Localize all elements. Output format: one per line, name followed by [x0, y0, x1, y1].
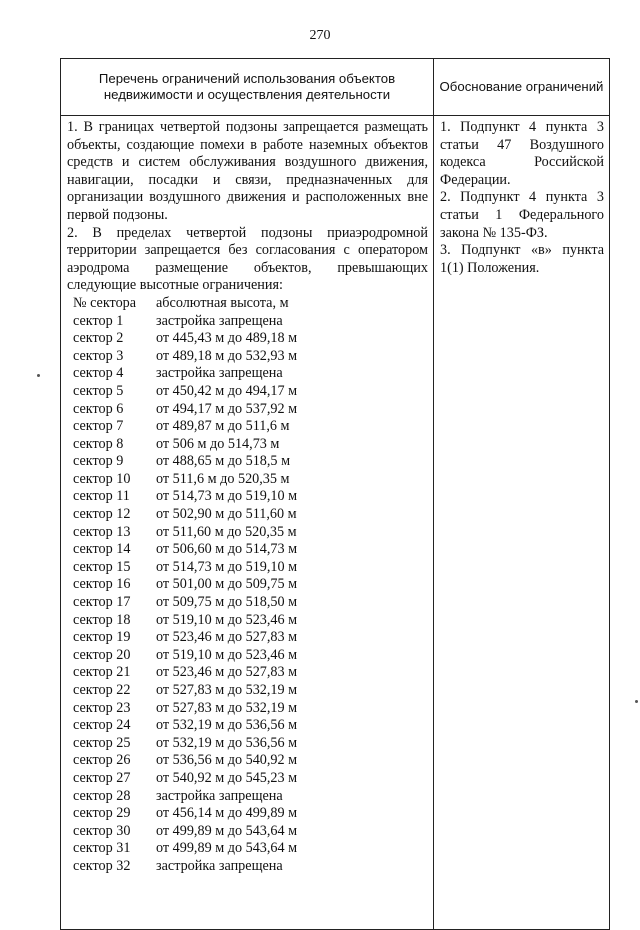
sector-row — [67, 647, 428, 665]
sector-height: от 523,46 м до 527,83 м — [156, 664, 298, 681]
sector-row — [67, 488, 428, 506]
sector-row — [67, 453, 428, 471]
sector-row — [67, 629, 428, 647]
sector-name: сектор 4 — [73, 365, 124, 382]
sector-name: сектор 23 — [73, 699, 131, 716]
sector-name: сектор 22 — [73, 682, 131, 698]
sector-name: сектор 29 — [73, 805, 131, 822]
sector-row — [67, 348, 428, 366]
sector-height: от 489,87 м до 511,6 м — [156, 418, 290, 435]
sector-height: от 499,89 м до 543,64 м — [156, 840, 298, 857]
sector-height: от 501,00 м до 509,75 м — [156, 576, 298, 593]
sector-height: от 502,90 м до 511,60 м — [156, 506, 297, 523]
header-justification: Обоснование ограничений — [434, 59, 610, 116]
sector-row — [67, 770, 428, 788]
sector-height: от 514,73 м до 519,10 м — [156, 558, 298, 575]
sector-name: сектор 32 — [73, 857, 131, 874]
sector-row — [67, 524, 428, 542]
sector-height: от 523,46 м до 527,83 м — [156, 629, 298, 646]
sector-name: сектор 28 — [73, 787, 131, 804]
sector-height: от 532,19 м до 536,56 м — [156, 717, 298, 734]
sector-name: сектор 30 — [73, 822, 131, 839]
sector-height: застройка запрещена — [156, 365, 283, 382]
sector-row — [67, 805, 428, 823]
sector-name: сектор 14 — [73, 541, 131, 558]
sector-height: от 514,73 м до 519,10 м — [156, 488, 298, 505]
sector-row — [67, 401, 428, 419]
table-header-row — [61, 59, 610, 116]
sector-height: от 506 м до 514,73 м — [156, 435, 280, 452]
sector-name: сектор 11 — [73, 488, 130, 505]
sector-height: от 511,6 м до 520,35 м — [156, 470, 290, 487]
restrictions-table — [60, 58, 610, 930]
sector-row — [67, 682, 428, 700]
sector-height: от 536,56 м до 540,92 м — [156, 752, 298, 769]
sector-height: от 527,83 м до 532,19 м — [156, 699, 298, 716]
sector-row — [67, 576, 428, 594]
sector-height: застройка запрещена — [156, 312, 283, 329]
sector-name: сектор 20 — [73, 646, 131, 663]
sector-row — [67, 840, 428, 858]
sector-name: сектор 16 — [73, 576, 131, 593]
sector-height: застройка запрещена — [156, 857, 283, 874]
sector-name: сектор 12 — [73, 506, 131, 523]
sector-height: от 509,75 м до 518,50 м — [156, 594, 298, 611]
sector-row — [67, 612, 428, 630]
sector-height: от 445,43 м до 489,18 м — [156, 330, 298, 347]
sector-height: от 532,19 м до 536,56 м — [156, 734, 298, 751]
sector-height: от 499,89 м до 543,64 м — [156, 822, 298, 839]
sector-height: застройка запрещена — [156, 787, 283, 804]
page-number: 270 — [309, 28, 331, 43]
justification-paragraph-2: 2. Подпункт 4 пункта 3 статьи 1 Федерального закона № 135-ФЗ. — [440, 189, 604, 241]
justification-cell — [434, 116, 610, 930]
sector-row — [67, 313, 428, 331]
sector-height: от 527,83 м до 532,19 м — [156, 682, 298, 698]
sector-name: сектор 9 — [73, 453, 124, 470]
sector-height: от 506,60 м до 514,73 м — [156, 541, 298, 558]
sector-name: сектор 15 — [73, 558, 131, 575]
sector-height: от 488,65 м до 518,5 м — [156, 453, 291, 470]
sector-height: от 519,10 м до 523,46 м — [156, 611, 298, 628]
restriction-paragraph-1: 1. В границах четвертой подзоны запрещается размещать объекты, создающие помехи в работе наземных объектов средств и систем обслуживания воздушного движения, навигации, посадки и связи, предназначенных для организации воздушного движения и расположенных вне первой подзоны. — [67, 119, 428, 223]
sector-row — [67, 471, 428, 489]
sector-row — [67, 752, 428, 770]
sector-row — [67, 700, 428, 718]
sector-height: от 519,10 м до 523,46 м — [156, 646, 298, 663]
sector-row — [67, 365, 428, 383]
sector-name: сектор 19 — [73, 629, 131, 646]
sector-height-list — [67, 295, 428, 876]
sector-height: от 511,60 м до 520,35 м — [156, 523, 297, 540]
sector-row — [67, 330, 428, 348]
sector-row — [67, 559, 428, 577]
sector-row — [67, 418, 428, 436]
table-body-row — [61, 116, 610, 930]
sector-name: сектор 1 — [73, 312, 124, 329]
sector-name: сектор 31 — [73, 840, 131, 857]
restrictions-cell — [61, 116, 434, 930]
sector-name: сектор 10 — [73, 470, 131, 487]
sector-row — [67, 717, 428, 735]
sector-row — [67, 436, 428, 454]
scan-speck — [635, 700, 638, 703]
sector-name: сектор 5 — [73, 382, 124, 399]
justification-paragraph-3: 3. Подпункт «в» пункта 1(1) Положения. — [440, 242, 604, 276]
sector-name: сектор 21 — [73, 664, 131, 681]
sector-row — [67, 383, 428, 401]
sector-row — [67, 506, 428, 524]
sector-row — [67, 594, 428, 612]
sector-name: сектор 6 — [73, 400, 124, 417]
sector-row — [67, 664, 428, 682]
sector-row — [67, 788, 428, 806]
sector-name: сектор 7 — [73, 418, 124, 435]
sector-height: от 450,42 м до 494,17 м — [156, 382, 298, 399]
sector-row — [67, 541, 428, 559]
sector-height: от 494,17 м до 537,92 м — [156, 400, 298, 417]
scan-speck — [37, 374, 40, 377]
sector-list-header — [67, 295, 428, 313]
sector-height: от 456,14 м до 499,89 м — [156, 805, 298, 822]
sector-name: сектор 27 — [73, 769, 131, 786]
restriction-paragraph-2: 2. В пределах четвертой подзоны приаэродромной территории запрещается без согласования с оператором аэродрома размещение объектов, превышающих следующие высотные ограничения: — [67, 224, 428, 294]
sector-rows — [67, 313, 428, 876]
sector-row — [67, 735, 428, 753]
sector-row — [67, 823, 428, 841]
sector-name: сектор 25 — [73, 734, 131, 751]
sector-height: от 489,18 м до 532,93 м — [156, 347, 298, 364]
sector-row — [67, 858, 428, 876]
sector-name: сектор 17 — [73, 594, 131, 611]
sector-name: сектор 8 — [73, 435, 124, 452]
sector-name: сектор 2 — [73, 330, 124, 347]
sector-name: сектор 26 — [73, 752, 131, 769]
header-restrictions-list: Перечень ограничений использования объектов недвижимости и осуществления деятельности — [61, 59, 434, 116]
sector-height: от 540,92 м до 545,23 м — [156, 769, 298, 786]
sector-name: сектор 18 — [73, 611, 131, 628]
justification-paragraph-1: 1. Подпункт 4 пункта 3 статьи 47 Воздушного кодекса Российской Федерации. — [440, 119, 604, 188]
sector-name: сектор 3 — [73, 347, 124, 364]
absolute-height-heading: абсолютная высота, м — [156, 294, 289, 311]
sector-name: сектор 24 — [73, 717, 131, 734]
sector-name: сектор 13 — [73, 523, 131, 540]
sector-number-heading: № сектора — [73, 294, 137, 311]
